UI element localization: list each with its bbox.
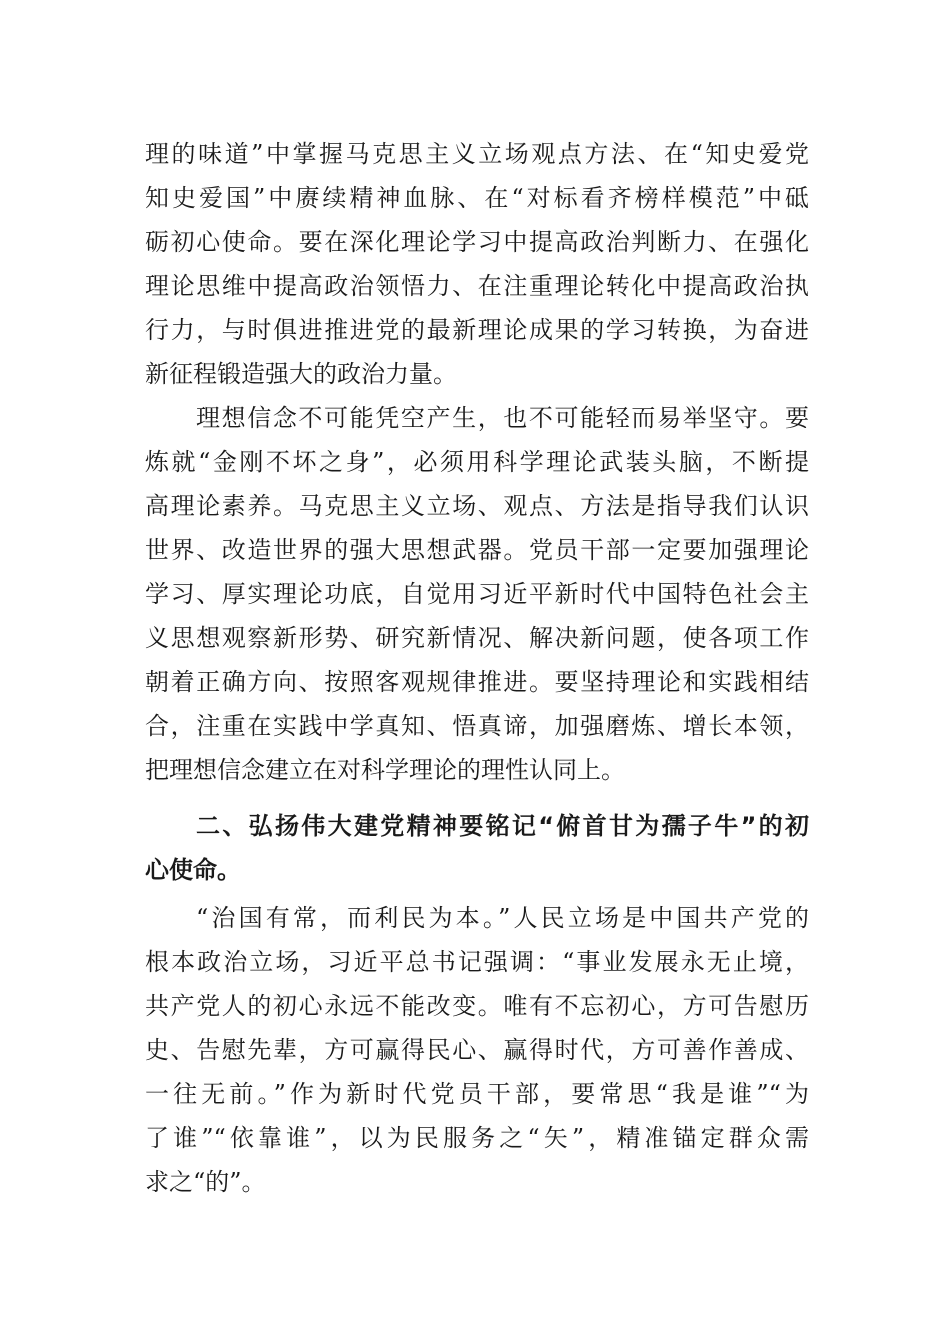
- paragraph-2-line-8: 合，注重在实践中学真知、悟真谛，加强磨炼、增长本领，: [145, 712, 809, 740]
- paragraph-2-line-6: 义思想观察新形势、研究新情况、解决新问题，使各项工作: [145, 624, 809, 652]
- paragraph-1-line-2: 知史爱国”中赓续精神血脉、在“对标看齐榜样模范”中砥: [145, 184, 809, 212]
- paragraph-2-line-4: 世界、改造世界的强大思想武器。党员干部一定要加强理论: [145, 536, 809, 564]
- paragraph-1-line-6: 新征程锻造强大的政治力量。: [145, 360, 457, 388]
- paragraph-2-line-3: 高理论素养。马克思主义立场、观点、方法是指导我们认识: [145, 492, 809, 520]
- paragraph-2-line-9: 把理想信念建立在对科学理论的理性认同上。: [145, 756, 625, 784]
- section-heading-line-2: 心使命。: [145, 856, 241, 884]
- paragraph-3-line-5: 一往无前。”作为新时代党员干部，要常思“我是谁”“为: [145, 1080, 809, 1108]
- paragraph-1-line-1: 理的味道”中掌握马克思主义立场观点方法、在“知史爱党: [145, 140, 809, 168]
- section-heading-line-1: 二、弘扬伟大建党精神要铭记“俯首甘为孺子牛”的初: [196, 812, 809, 840]
- paragraph-3-line-3: 共产党人的初心永远不能改变。唯有不忘初心，方可告慰历: [145, 992, 809, 1020]
- paragraph-3-line-4: 史、告慰先辈，方可赢得民心、赢得时代，方可善作善成、: [145, 1036, 809, 1064]
- paragraph-2-line-5: 学习、厚实理论功底，自觉用习近平新时代中国特色社会主: [145, 580, 809, 608]
- paragraph-1-line-3: 砺初心使命。要在深化理论学习中提高政治判断力、在强化: [145, 228, 809, 256]
- paragraph-3-line-1: “治国有常，而利民为本。”人民立场是中国共产党的: [196, 904, 809, 932]
- paragraph-3-line-2: 根本政治立场，习近平总书记强调：“事业发展永无止境，: [145, 948, 809, 976]
- paragraph-1-line-4: 理论思维中提高政治领悟力、在注重理论转化中提高政治执: [145, 272, 809, 300]
- paragraph-3-line-7: 求之“的”。: [145, 1168, 266, 1196]
- paragraph-1-line-5: 行力，与时俱进推进党的最新理论成果的学习转换，为奋进: [145, 316, 809, 344]
- paragraph-2-line-7: 朝着正确方向、按照客观规律推进。要坚持理论和实践相结: [145, 668, 809, 696]
- paragraph-2-line-1: 理想信念不可能凭空产生，也不可能轻而易举坚守。要: [196, 404, 809, 432]
- paragraph-3-line-6: 了谁”“依靠谁”，以为民服务之“矢”，精准锚定群众需: [145, 1124, 809, 1152]
- paragraph-2-line-2: 炼就“金刚不坏之身”，必须用科学理论武装头脑，不断提: [145, 448, 809, 476]
